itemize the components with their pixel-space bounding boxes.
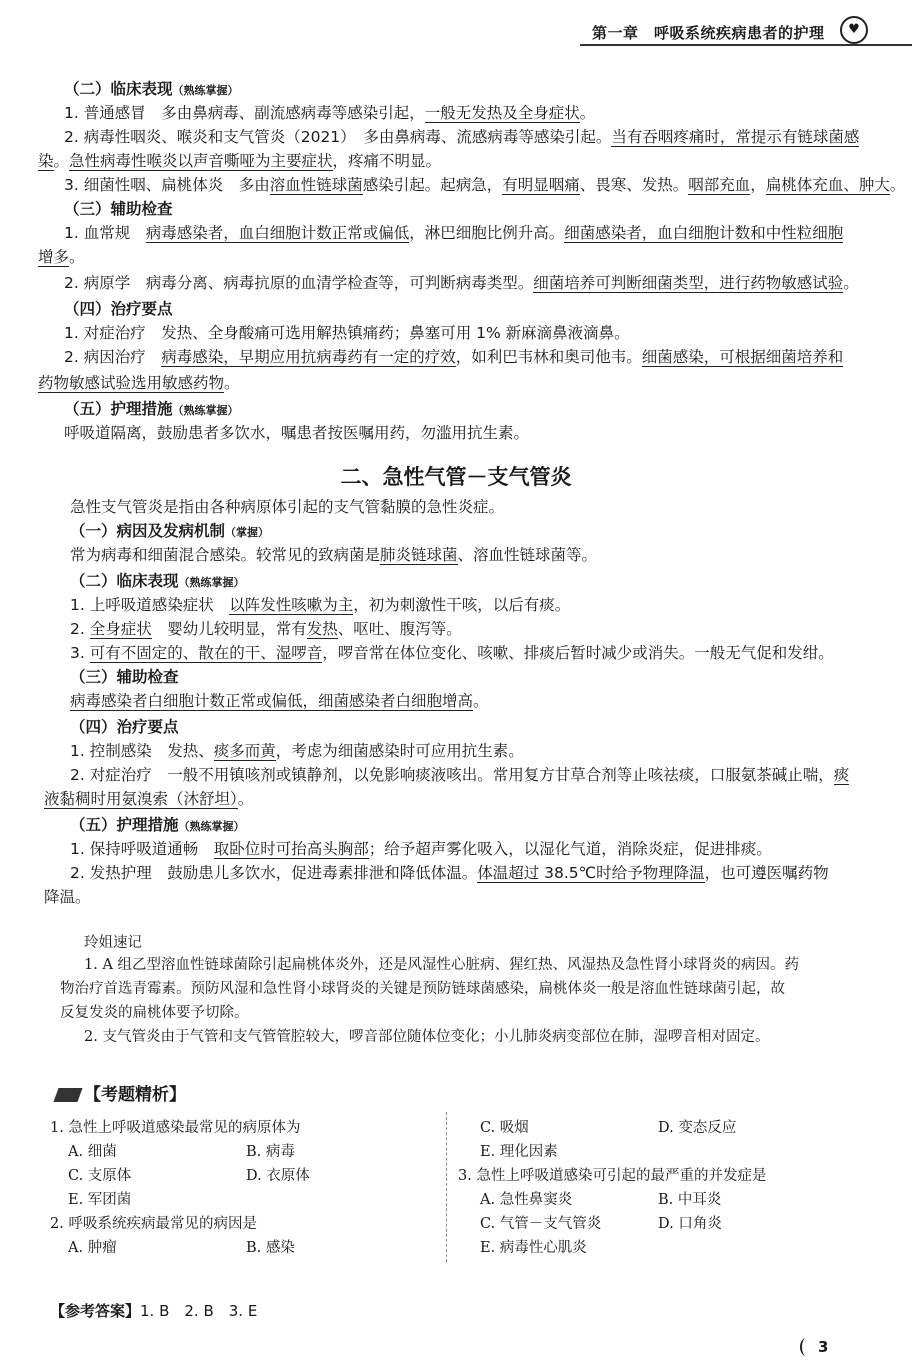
option: D. 口角炎	[658, 1216, 722, 1232]
section-title: 二、急性气管－支气管炎	[340, 465, 572, 489]
para-symptomatic-2-cont: 液黏稠时用氨溴索（沐舒坦）。	[44, 790, 254, 808]
para-causal-cont: 药物敏感试验选用敏感药物。	[38, 374, 240, 392]
memo-line: 2. 支气管炎由于气管和支气管管腔较大，啰音部位随体位变化；小儿肺炎病变部位在肺，湿啰音相对固定。	[84, 1029, 770, 1045]
para-wbc: 病毒感染者白细胞计数正常或偏低，细菌感染者白细胞增高。	[70, 692, 489, 710]
para-blood-routine: 1. 血常规 病毒感染者，血白细胞计数正常或偏低，淋巴细胞比例升高。细菌感染者，血白细胞计数和中性粒细胞	[64, 224, 844, 242]
heading-clinical-2: （二）临床表现（熟练掌握）	[70, 572, 245, 590]
heading-nursing: （五）护理措施（熟练掌握）	[64, 400, 239, 418]
page-number: 3	[818, 1338, 829, 1356]
column-divider	[446, 1112, 447, 1262]
para-cause: 常为病毒和细菌混合感染。较常见的致病菌是肺炎链球菌、溶血性链球菌等。	[70, 546, 598, 564]
exam-heading: 【考题精析】	[56, 1080, 186, 1105]
question-2: 2. 呼吸系统疾病最常见的病因是	[50, 1216, 257, 1232]
para-infection-control: 1. 控制感染 发热、痰多而黄，考虑为细菌感染时可应用抗生素。	[70, 742, 524, 760]
option: B. 病毒	[246, 1144, 295, 1160]
option: B. 中耳炎	[658, 1192, 722, 1208]
para-nursing: 呼吸道隔离，鼓励患者多饮水，嘱患者按医嘱用药，勿滥用抗生素。	[64, 424, 530, 442]
para-symptomatic: 1. 对症治疗 发热、全身酸痛可选用解热镇痛药；鼻塞可用 1% 新麻滴鼻液滴鼻。	[64, 324, 630, 342]
para-viral-pharyngitis: 2. 病毒性咽炎、喉炎和支气管炎（2021） 多由鼻病毒、流感病毒等感染引起。当有吞咽疼痛时，常提示有链球菌感	[64, 128, 860, 146]
para-blood-routine-cont: 增多。	[38, 248, 85, 266]
option: A. 细菌	[68, 1144, 117, 1160]
para-rales: 3. 可有不固定的、散在的干、湿啰音，啰音常在体位变化、咳嗽、排痰后暂时减少或消失。一般无气促和发绀。	[70, 644, 834, 662]
option: E. 理化因素	[480, 1144, 558, 1160]
option: D. 变态反应	[658, 1120, 737, 1136]
reference-answer: 【参考答案】1. B 2. B 3. E	[50, 1302, 258, 1320]
question-3: 3. 急性上呼吸道感染可引起的最严重的并发症是	[458, 1168, 767, 1184]
para-airway: 1. 保持呼吸道通畅 取卧位时可抬高头胸部；给予超声雾化吸入，以湿化气道，消除炎症，促进排痰。	[70, 840, 772, 858]
heading-clinical: （二）临床表现（熟练掌握）	[64, 80, 239, 98]
heading-treatment: （四）治疗要点	[64, 300, 173, 318]
option: E. 病毒性心肌炎	[480, 1240, 587, 1256]
para-viral-pharyngitis-cont: 染。急性病毒性喉炎以声音嘶哑为主要症状，疼痛不明显。	[38, 152, 442, 170]
option: C. 吸烟	[480, 1120, 529, 1136]
question-1: 1. 急性上呼吸道感染最常见的病原体为	[50, 1120, 301, 1136]
para-bacterial-pharyngitis: 3. 细菌性咽、扁桃体炎 多由溶血性链球菌感染引起。起病急，有明显咽痛、畏寒、发热。咽部充血，扁桃体充血、肿大。	[64, 176, 906, 194]
memo-line: 物治疗首选青霉素。预防风湿和急性肾小球肾炎的关键是预防链球菌感染，扁桃体炎一般是溶血性链球菌引起，故	[60, 981, 785, 997]
chapter-title: 呼吸系统疾病患者的护理	[654, 24, 825, 42]
running-header	[580, 14, 912, 50]
para-etiology: 2. 病原学 病毒分离、病毒抗原的血清学检查等，可判断病毒类型。细菌培养可判断细菌类型，进行药物敏感试验。	[64, 274, 859, 292]
para-systemic: 2. 全身症状 婴幼儿较明显，常有发热、呕吐、腹泻等。	[70, 620, 462, 638]
para-symptomatic-2: 2. 对症治疗 一般不用镇咳剂或镇静剂，以免影响痰液咳出。常用复方甘草合剂等止咳祛痰，口服氨茶碱止喘，痰	[70, 766, 850, 784]
option: C. 气管－支气管炎	[480, 1216, 602, 1232]
graduation-cap-icon	[53, 1088, 82, 1102]
memo-title: 玲姐速记	[84, 935, 142, 951]
para-fever-cont: 降温。	[44, 888, 91, 906]
para-common-cold: 1. 普通感冒 多由鼻病毒、副流感病毒等感染引起，一般无发热及全身症状。	[64, 104, 596, 122]
chapter-label: 第一章	[592, 24, 639, 42]
option: D. 衣原体	[246, 1168, 310, 1184]
para-upper-resp: 1. 上呼吸道感染症状 以阵发性咳嗽为主，初为刺激性干咳，以后有痰。	[70, 596, 571, 614]
option: A. 急性鼻窦炎	[480, 1192, 573, 1208]
heading-aux-exam-2: （三）辅助检查	[70, 668, 179, 686]
memo-line: 反复发炎的扁桃体要予切除。	[60, 1005, 249, 1021]
option: B. 感染	[246, 1240, 295, 1256]
memo-line: 1. A 组乙型溶血性链球菌除引起扁桃体炎外，还是风湿性心脏病、猩红热、风湿热及急性肾小球肾炎的病因。药	[84, 957, 800, 973]
para-causal: 2. 病因治疗 病毒感染，早期应用抗病毒药有一定的疗效，如利巴韦林和奥司他韦。细菌感染，可根据细菌培养和	[64, 348, 844, 366]
heading-nursing-2: （五）护理措施（熟练掌握）	[70, 816, 245, 834]
option: A. 肿瘤	[68, 1240, 117, 1256]
heading-treatment-2: （四）治疗要点	[70, 718, 179, 736]
header-rule	[580, 44, 912, 46]
heart-hands-icon: ♥	[840, 16, 868, 44]
para-definition: 急性支气管炎是指由各种病原体引起的支气管黏膜的急性炎症。	[70, 498, 505, 516]
page-arc-icon	[800, 1338, 812, 1356]
option: C. 支原体	[68, 1168, 132, 1184]
option: E. 军团菌	[68, 1192, 132, 1208]
heading-aux-exam: （三）辅助检查	[64, 200, 173, 218]
heading-cause: （一）病因及发病机制（掌握）	[70, 522, 270, 540]
para-fever: 2. 发热护理 鼓励患儿多饮水，促进毒素排泄和降低体温。体温超过 38.5℃时给予物理降温，也可遵医嘱药物	[70, 864, 829, 882]
